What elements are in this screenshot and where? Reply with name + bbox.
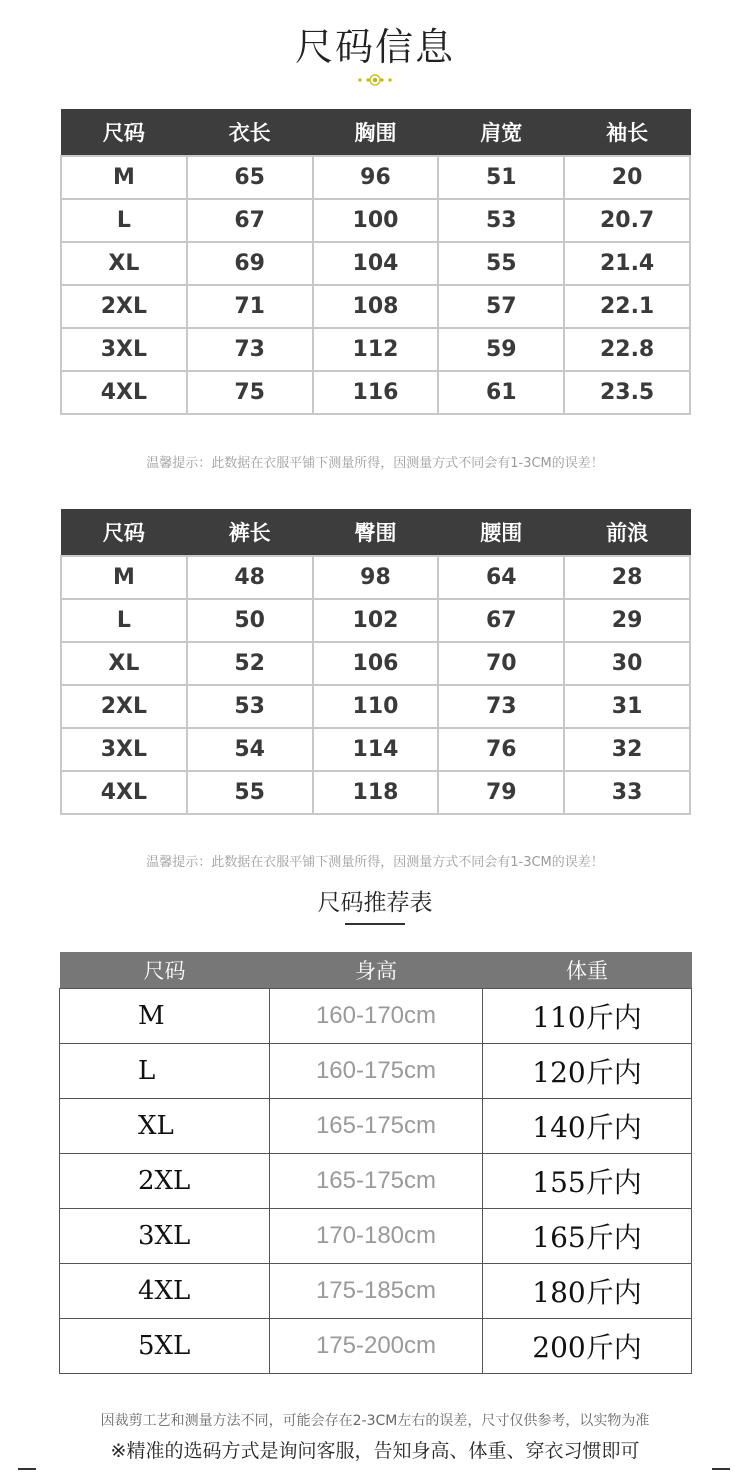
- weight-cell: 120斤内: [483, 1044, 692, 1099]
- table-cell: 23.5: [564, 371, 690, 414]
- table-row: [61, 771, 690, 814]
- table-cell: 33: [564, 771, 690, 814]
- table-cell: 2XL: [61, 285, 187, 328]
- table-cell: 20: [564, 156, 690, 199]
- table-row: [60, 989, 692, 1044]
- table-row: [61, 556, 690, 599]
- table-row: [60, 1264, 692, 1319]
- table-row: [60, 1209, 692, 1264]
- table-cell: 50: [187, 599, 313, 642]
- table-cell: 64: [438, 556, 564, 599]
- measurement-note: 温馨提示：此数据在衣服平铺下测量所得，因测量方式不同会有1-3CM的误差！: [146, 855, 604, 870]
- table-cell: 67: [438, 599, 564, 642]
- table-cell: 3XL: [61, 728, 187, 771]
- table-row: [61, 328, 690, 371]
- table-cell: 112: [313, 328, 439, 371]
- table-cell: 22.8: [564, 328, 690, 371]
- table-cell: 51: [438, 156, 564, 199]
- table-cell: 96: [313, 156, 439, 199]
- table-cell: 110: [313, 685, 439, 728]
- table-row: [61, 685, 690, 728]
- table-cell: L: [61, 599, 187, 642]
- table-cell: 104: [313, 242, 439, 285]
- height-cell: 165-175cm: [270, 1099, 483, 1154]
- table-cell: 2XL: [61, 685, 187, 728]
- column-header: 尺码: [61, 109, 187, 156]
- table-cell: 118: [313, 771, 439, 814]
- size-cell: M: [60, 989, 270, 1044]
- column-header: 裤长: [187, 509, 313, 556]
- table-cell: 21.4: [564, 242, 690, 285]
- column-header: 身高: [270, 952, 483, 989]
- top-size-table: [60, 109, 691, 415]
- table-cell: 116: [313, 371, 439, 414]
- table-cell: 70: [438, 642, 564, 685]
- table-cell: 106: [313, 642, 439, 685]
- table-cell: 53: [187, 685, 313, 728]
- corner-mark: [18, 1468, 36, 1470]
- table-cell: 76: [438, 728, 564, 771]
- measurement-note: 温馨提示：此数据在衣服平铺下测量所得，因测量方式不同会有1-3CM的误差！: [146, 456, 604, 471]
- size-cell: 4XL: [60, 1264, 270, 1319]
- column-header: 腰围: [438, 509, 564, 556]
- table-row: [61, 371, 690, 414]
- weight-cell: 200斤内: [483, 1319, 692, 1374]
- recommend-title: 尺码推荐表: [317, 890, 433, 916]
- table-cell: 53: [438, 199, 564, 242]
- table-row: [61, 599, 690, 642]
- table-cell: 114: [313, 728, 439, 771]
- height-cell: 160-170cm: [270, 989, 483, 1044]
- table-cell: 30: [564, 642, 690, 685]
- table-row: [60, 1319, 692, 1374]
- title-underline: [345, 923, 405, 925]
- height-cell: 175-185cm: [270, 1264, 483, 1319]
- table-cell: L: [61, 199, 187, 242]
- table-cell: 75: [187, 371, 313, 414]
- page-title: 尺码信息: [294, 25, 455, 69]
- size-cell: L: [60, 1044, 270, 1099]
- size-cell: 5XL: [60, 1319, 270, 1374]
- table-cell: 4XL: [61, 771, 187, 814]
- size-cell: 2XL: [60, 1154, 270, 1209]
- column-header: 尺码: [61, 509, 187, 556]
- table-row: [60, 1154, 692, 1209]
- height-cell: 170-180cm: [270, 1209, 483, 1264]
- table-row: [61, 285, 690, 328]
- table-cell: 52: [187, 642, 313, 685]
- column-header: 体重: [483, 952, 692, 989]
- table-cell: 102: [313, 599, 439, 642]
- table-row: [61, 199, 690, 242]
- column-header: 尺码: [60, 952, 270, 989]
- column-header: 胸围: [313, 109, 439, 156]
- table-row: [60, 1044, 692, 1099]
- table-cell: 73: [438, 685, 564, 728]
- advice-text: ※精准的选码方式是询问客服，告知身高、体重、穿衣习惯即可: [110, 1440, 640, 1462]
- table-cell: 31: [564, 685, 690, 728]
- column-header: 袖长: [564, 109, 690, 156]
- table-row: [61, 242, 690, 285]
- table-row: [61, 728, 690, 771]
- disclaimer-text: 因裁剪工艺和测量方法不同，可能会存在2-3CM左右的误差，尺寸仅供参考，以实物为准: [100, 1413, 650, 1429]
- column-header: 前浪: [564, 509, 690, 556]
- table-cell: M: [61, 156, 187, 199]
- table-cell: 61: [438, 371, 564, 414]
- size-cell: XL: [60, 1099, 270, 1154]
- table-cell: 20.7: [564, 199, 690, 242]
- column-header: 肩宽: [438, 109, 564, 156]
- table-cell: 29: [564, 599, 690, 642]
- table-cell: 55: [187, 771, 313, 814]
- table-cell: 98: [313, 556, 439, 599]
- table-row: [61, 642, 690, 685]
- table-cell: 67: [187, 199, 313, 242]
- table-cell: 59: [438, 328, 564, 371]
- table-row: [60, 1099, 692, 1154]
- ornament-icon: [355, 72, 395, 88]
- table-cell: 71: [187, 285, 313, 328]
- table-cell: 57: [438, 285, 564, 328]
- table-cell: 65: [187, 156, 313, 199]
- table-header-row: [60, 952, 692, 989]
- height-cell: 165-175cm: [270, 1154, 483, 1209]
- table-cell: XL: [61, 642, 187, 685]
- table-cell: 54: [187, 728, 313, 771]
- table-cell: 55: [438, 242, 564, 285]
- weight-cell: 180斤内: [483, 1264, 692, 1319]
- table-cell: M: [61, 556, 187, 599]
- table-header-row: [61, 509, 690, 556]
- table-cell: 73: [187, 328, 313, 371]
- table-cell: 100: [313, 199, 439, 242]
- table-cell: 108: [313, 285, 439, 328]
- table-cell: 28: [564, 556, 690, 599]
- corner-mark: [712, 1468, 730, 1470]
- table-cell: 48: [187, 556, 313, 599]
- table-cell: 69: [187, 242, 313, 285]
- height-cell: 160-175cm: [270, 1044, 483, 1099]
- height-cell: 175-200cm: [270, 1319, 483, 1374]
- size-cell: 3XL: [60, 1209, 270, 1264]
- weight-cell: 155斤内: [483, 1154, 692, 1209]
- table-row: [61, 156, 690, 199]
- weight-cell: 165斤内: [483, 1209, 692, 1264]
- table-header-row: [61, 109, 690, 156]
- pants-size-table: [60, 509, 691, 815]
- recommend-table: [59, 952, 692, 1374]
- table-cell: 4XL: [61, 371, 187, 414]
- table-cell: XL: [61, 242, 187, 285]
- table-cell: 32: [564, 728, 690, 771]
- column-header: 衣长: [187, 109, 313, 156]
- table-cell: 3XL: [61, 328, 187, 371]
- weight-cell: 140斤内: [483, 1099, 692, 1154]
- table-cell: 79: [438, 771, 564, 814]
- weight-cell: 110斤内: [483, 989, 692, 1044]
- table-cell: 22.1: [564, 285, 690, 328]
- column-header: 臀围: [313, 509, 439, 556]
